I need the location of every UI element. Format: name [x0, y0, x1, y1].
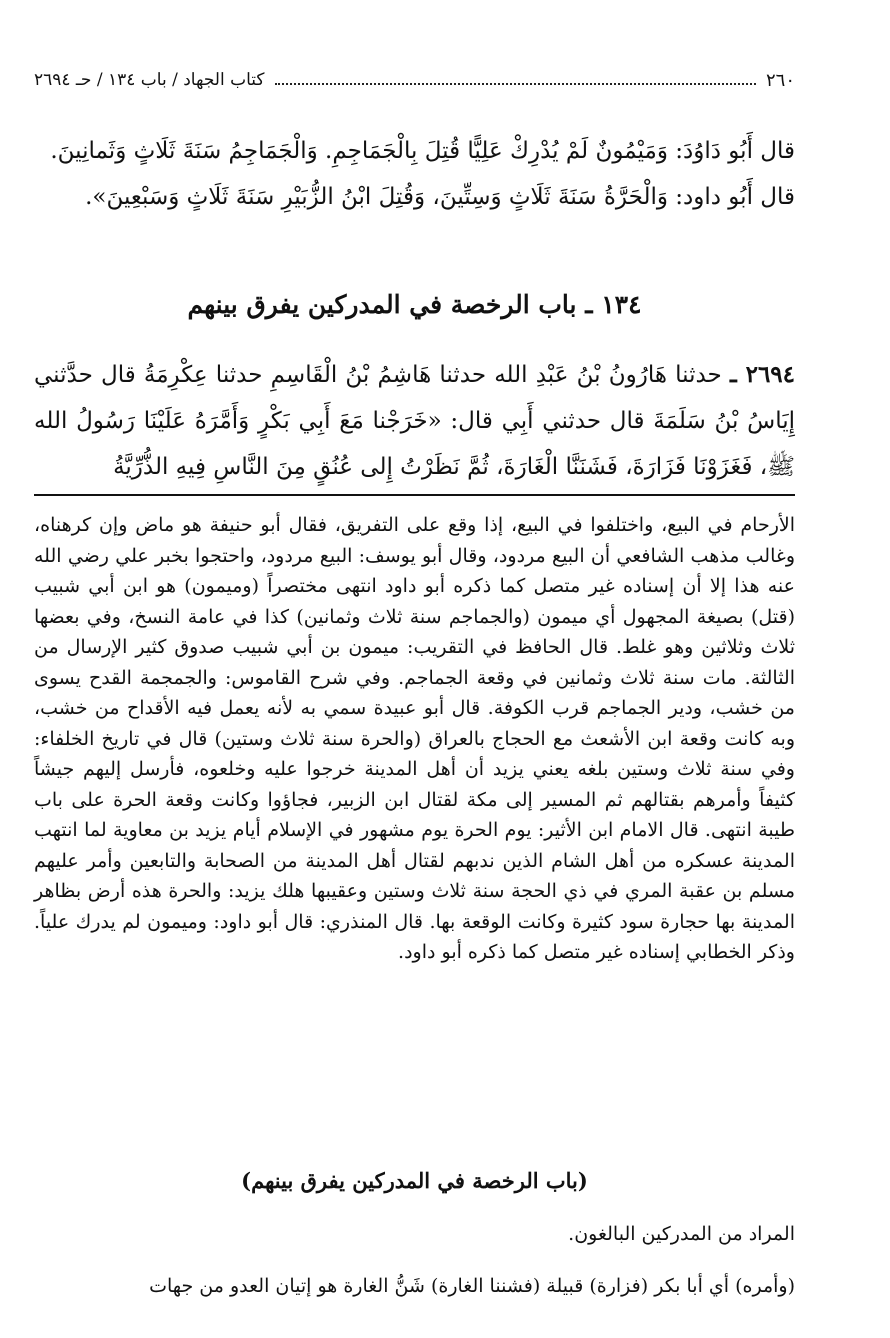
hadith-notes [34, 128, 795, 220]
hadith-narration [34, 352, 795, 490]
hadith-number: ٢٦٩٤ ـ [729, 361, 796, 388]
page-number: ٢٦٠ [765, 69, 795, 91]
commentary-line-1: المراد من المدركين البالغون. [568, 1223, 795, 1245]
commentary-paragraph: الأرحام في البيع، واختلفوا في البيع، إذا وقع على التفريق، فقال أبو حنيفة هو ماض وإن كرهناه، وغالب مذهب الشافعي أن البيع مردود، وقال أبو يوسف: البيع مردود، واحتجوا بخبر علي رضي الله عنه هذا إلا أن إسناده غير متصل كما ذكره أبو داود انتهى مختصراً (وميمون) هو ابن أبي شبيب (قتل) بصيغة المجهول أي ميمون (والجماجم سنة ثلاث وثمانين) كذا في عامة النسخ، وفي بعضها ثلاث وثلاثين وهو غلط. قال الحافظ في التقريب: ميمون بن أبي شبيب صدوق كثير الإرسال من الثالثة. مات سنة ثلاث وثمانين في وقعة الجماجم. وفي شرح القاموس: والجمجمة القدح يسوى من خشب، ودير الجماجم قرب الكوفة. قال أبو عبيدة سمي به لأنه يعمل فيه الأقداح من خشب، وبه كانت وقعة ابن الأشعث مع الحجاج بالعراق (والحرة سنة ثلاث وستين) قال في تاريخ الخلفاء: وفي سنة ثلاث وستين بلغه يعني يزيد أن أهل المدينة خرجوا عليه وخلعوه، فأرسل إليهم جيشاً كثيفاً وأمرهم بقتالهم ثم المسير إلى مكة لقتال ابن الزبير، فجاؤوا وكانت وقعة الحرة على باب طيبة انتهى. قال الامام ابن الأثير: يوم الحرة يوم مشهور في الإسلام أيام يزيد بن معاوية لما انتهب المدينة عسكره من أهل الشام الذين ندبهم لقتال أهل المدينة من الصحابة والتابعين وأمر عليهم مسلم بن عقبة المري في ذي الحجة سنة ثلاث وستين وعقيبها هلك يزيد: والحرة هذه أرض بظاهر المدينة بها حجارة سود كثيرة وكانت الوقعة بها. قال المنذري: قال أبو داود: وميمون لم يدرك علياً. وذكر الخطابي إسناده غير متصل كما ذكره أبو داود. [34, 514, 795, 963]
chapter-heading: ١٣٤ ـ باب الرخصة في المدركين يفرق بينهم [187, 290, 642, 319]
header-dot-leader [275, 83, 756, 85]
book-reference: كتاب الجهاد / باب ١٣٤ / حـ ٢٦٩٤ [34, 70, 265, 90]
commentary-line-2: (وأمره) أي أبا بكر (فزارة) قبيلة (فشننا الغارة) شَنُّ الغارة هو إتيان العدو من جهات [149, 1275, 795, 1297]
commentary-tail [34, 1208, 795, 1312]
abu-dawud-note-1: قال أَبُو دَاوُدَ: وَمَيْمُونٌ لَمْ يُدْرِكْ عَلِيًّا قُتِلَ بِالْجَمَاجِمِ. وَالْجَمَاجِمُ سَنَةَ ثَلَاثٍ وَثَمانِينَ. [50, 138, 795, 164]
running-header [34, 66, 795, 94]
commentary-block [34, 510, 795, 968]
abu-dawud-note-2: قال أَبُو داود: وَالْحَرَّةُ سَنَةَ ثَلَاثٍ وَسِتِّينَ، وَقُتِلَ ابْنُ الزُّبَيْرِ سَنَةَ ثَلَاثٍ وَسَبْعِينَ». [85, 184, 795, 210]
commentary-chapter-heading: (باب الرخصة في المدركين يفرق بينهم) [241, 1168, 588, 1193]
footnote-divider [34, 494, 795, 496]
hadith-text: حدثنا هَارُونُ بْنُ عَبْدِ الله حدثنا هَاشِمُ بْنُ الْقَاسِمِ حدثنا عِكْرِمَةُ قال حدَّثني إِيَاسُ بْنُ سَلَمَةَ قال حدثني أَبِي قال: «خَرَجْنا مَعَ أَبِي بَكْرٍ وَأَمَّرَهُ عَلَيْنَا رَسُولُ الله ﷺ، فَغَزَوْنَا فَزَارَةَ، فَشَنَنَّا الْغَارَةَ، ثُمَّ نَظَرْتُ إِلى عُنُقٍ مِنَ النَّاسِ فِيهِ الذُّرِّيَّةُ [34, 362, 795, 480]
